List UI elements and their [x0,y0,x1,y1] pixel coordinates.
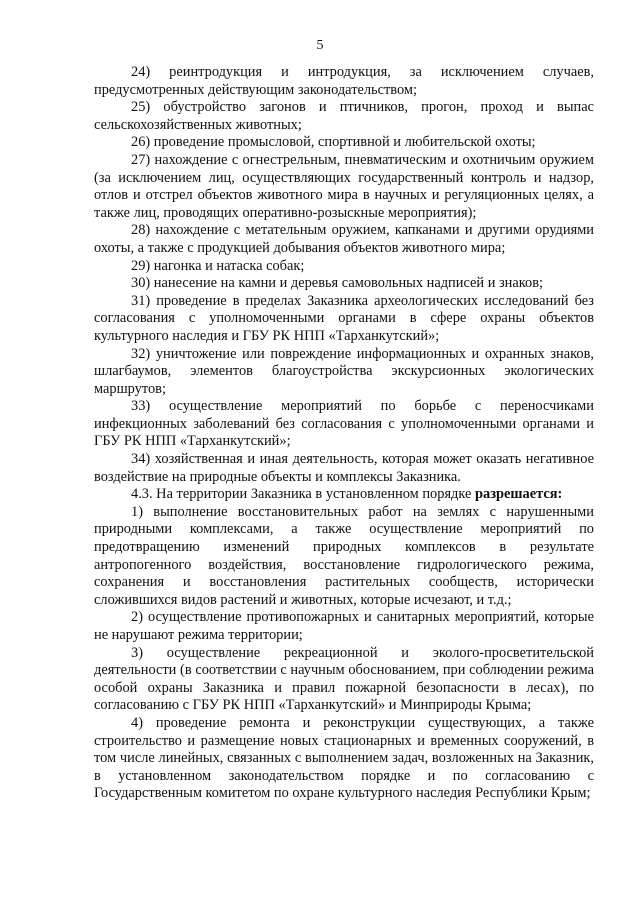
page-number: 5 [316,38,324,53]
paragraph-item-27: 27) нахождение с огнестрельным, пневматическим и охотничьим оружием (за исключением лиц, осуществляющих государственный контроль и надзор, отлов и отстрел объектов животного мира в научных и регуляционных целях, а также лиц, проводящих оперативно-розыскные мероприятия); [94,151,594,221]
paragraph-item-33: 33) осуществление мероприятий по борьбе с переносчиками инфекционных заболеваний без согласования с уполномоченными органами и ГБУ РК НПП «Тарханкутский»; [94,398,594,450]
section-heading-4-3 [94,486,594,504]
paragraph-item-24: 24) реинтродукция и интродукция, за исключением случаев, предусмотренных действующим законодательством; [94,64,594,98]
paragraph-item-32: 32) уничтожение или повреждение информационных и охранных знаков, шлагбаумов, элементов благоустройства экскурсионных экологических маршрутов; [94,345,594,397]
paragraph-item-34: 34) хозяйственная и иная деятельность, которая может оказать негативное воздействие на природные объекты и комплексы Заказника. [94,451,594,485]
allowed-item-4: 4) проведение ремонта и реконструкции существующих, а также строительство и размещение новых стационарных и временных сооружений, в том числе линейных, связанных с выполнением задач, возложенных на Заказник, в установленном законодательством порядке и по согласованию с Государственным комитетом по охране культурного наследия Республики Крым; [94,714,594,802]
paragraph-item-30: 30) нанесение на камни и деревья самовольных надписей и знаков; [131,275,544,292]
paragraph-item-25: 25) обустройство загонов и птичников, прогон, проход и выпас сельскохозяйственных животных; [94,99,594,133]
paragraph-item-29: 29) нагонка и натаска собак; [131,257,305,274]
paragraph-item-31: 31) проведение в пределах Заказника археологических исследований без согласования с уполномоченными органами в сфере охраны объектов культурного наследия и ГБУ РК НПП «Тарханкутский»; [94,292,594,344]
paragraph-item-26: 26) проведение промысловой, спортивной и любительской охоты; [131,134,536,151]
section-heading-bold: разрешается: [475,486,563,503]
paragraph-item-28: 28) нахождение с метательным оружием, капканами и другими орудиями охоты, а также с продукцией добывания объектов животного мира; [94,222,594,256]
document-body [94,64,594,803]
allowed-item-3: 3) осуществление рекреационной и эколого-просветительской деятельности (в соответствии с научным обоснованием, при соблюдении режима особой охраны Заказника и правил пожарной безопасности в лесах), по согласованию с ГБУ РК НПП «Тарханкутский» и Минприроды Крыма; [94,644,594,714]
allowed-item-2: 2) осуществление противопожарных и санитарных мероприятий, которые не нарушают режима территории; [94,609,594,643]
allowed-item-1: 1) выполнение восстановительных работ на землях с нарушенными природными комплексами, а также осуществление мероприятий по предотвращению изменений природных комплексов в результате антропогенного воздействия, восстановление гидрологического режима, сохранения и восстановления растительных сообществ, исторически сложившихся видов растений и животных, которые исчезают, и т.д.; [94,503,594,608]
section-heading-text: 4.3. На территории Заказника в установленном порядке [131,486,475,503]
